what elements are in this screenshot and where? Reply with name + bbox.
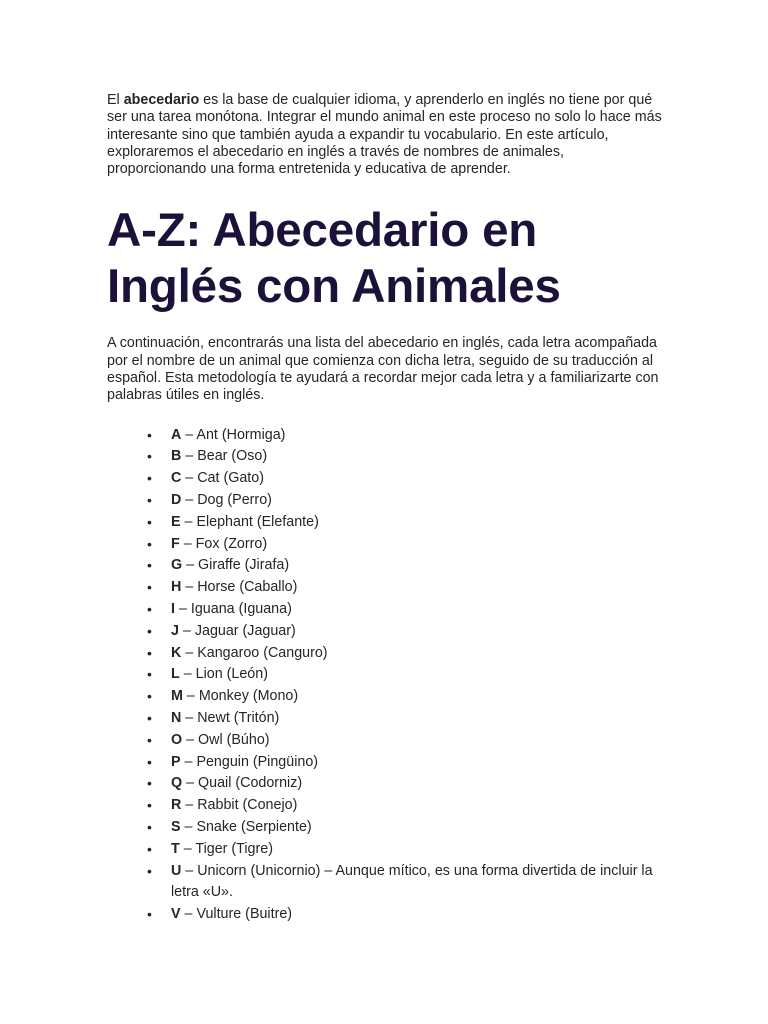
- list-item-text: – Quail (Codorniz): [182, 775, 303, 792]
- list-item: [107, 621, 667, 643]
- list-item-letter: S: [171, 819, 181, 836]
- list-item-text: – Fox (Zorro): [179, 535, 268, 552]
- list-item-text: – Monkey (Mono): [182, 688, 299, 705]
- list-item-letter: G: [171, 557, 183, 574]
- alphabet-animal-list: [107, 425, 667, 926]
- intro-text-start: El: [107, 92, 124, 108]
- list-item-text: – Ant (Hormiga): [181, 426, 286, 443]
- list-item-letter: I: [171, 601, 175, 618]
- list-item: [107, 490, 667, 512]
- intro-text-rest: es la base de cualquier idioma, y aprenderlo en inglés no tiene por qué ser una tarea monótona. Integrar el mundo animal en este proceso no solo lo hace más interesante sino que también ayuda a expandir tu vocabulario. En este artículo, exploraremos el abecedario en inglés a través de nombres de animales, proporcionando una forma entretenida y educativa de aprender.: [107, 92, 662, 178]
- list-item: [107, 730, 667, 752]
- list-item: [107, 512, 667, 534]
- list-item-letter: E: [171, 513, 181, 530]
- list-item-letter: B: [171, 448, 182, 465]
- list-item: [107, 839, 667, 861]
- list-item-letter: U: [171, 862, 182, 879]
- list-item-text: – Jaguar (Jaguar): [178, 622, 296, 639]
- list-item-letter: V: [171, 906, 181, 923]
- list-item-letter: N: [171, 710, 182, 727]
- list-item-text: – Newt (Tritón): [181, 710, 280, 727]
- list-item: [107, 555, 667, 577]
- list-item: [107, 577, 667, 599]
- list-item: [107, 904, 667, 926]
- list-item: [107, 446, 667, 468]
- list-item: [107, 752, 667, 774]
- list-item: [107, 425, 667, 447]
- list-item-letter: J: [171, 622, 179, 639]
- list-item-text: – Vulture (Buitre): [180, 906, 293, 923]
- article-heading: A-Z: Abecedario en Inglés con Animales: [107, 204, 561, 314]
- list-item: [107, 795, 667, 817]
- list-item-letter: C: [171, 470, 182, 487]
- list-item-letter: Q: [171, 775, 183, 792]
- list-item: [107, 861, 667, 905]
- list-item-letter: F: [171, 535, 180, 552]
- list-item: [107, 534, 667, 556]
- list-item: [107, 686, 667, 708]
- intro-bold-term: abecedario: [123, 92, 200, 108]
- list-item-text: – Lion (León): [179, 666, 268, 683]
- list-item: [107, 468, 667, 490]
- list-item: [107, 817, 667, 839]
- list-item-text: – Rabbit (Conejo): [181, 797, 298, 814]
- list-item-text: – Giraffe (Jirafa): [182, 557, 290, 574]
- list-item: [107, 664, 667, 686]
- list-item-text: – Penguin (Pingüino): [180, 753, 319, 770]
- list-item-letter: P: [171, 753, 181, 770]
- list-item: [107, 599, 667, 621]
- list-item-text: – Tiger (Tigre): [179, 840, 273, 857]
- list-item-text: – Owl (Búho): [182, 731, 270, 748]
- list-item-letter: R: [171, 797, 182, 814]
- list-item: [107, 643, 667, 665]
- document-page: [107, 92, 667, 926]
- list-item-text: – Unicorn (Unicornio) – Aunque mítico, es una forma divertida de incluir la letra «U».: [171, 862, 653, 901]
- list-item-letter: L: [171, 666, 180, 683]
- list-item-letter: K: [171, 644, 182, 661]
- list-item-letter: M: [171, 688, 183, 705]
- list-item-text: – Iguana (Iguana): [174, 601, 292, 618]
- list-item: [107, 773, 667, 795]
- intro-paragraph: [107, 92, 667, 178]
- list-item-letter: O: [171, 731, 183, 748]
- list-item: [107, 708, 667, 730]
- list-item-text: – Horse (Caballo): [181, 579, 298, 596]
- list-item-text: – Bear (Oso): [181, 448, 268, 465]
- list-item-text: – Snake (Serpiente): [180, 819, 312, 836]
- list-item-letter: T: [171, 840, 180, 857]
- list-item-text: – Cat (Gato): [181, 470, 264, 487]
- list-item-text: – Kangaroo (Canguro): [181, 644, 328, 661]
- list-item-letter: H: [171, 579, 182, 596]
- list-item-letter: A: [171, 426, 182, 443]
- list-item-text: – Elephant (Elefante): [180, 513, 319, 530]
- list-intro-paragraph: A continuación, encontrarás una lista del abecedario en inglés, cada letra acompañada por el nombre de un animal que comienza con dicha letra, seguido de su traducción al español. Esta metodología te ayudará a recordar mejor cada letra y a familiarizarte con palabras útiles en inglés.: [107, 335, 659, 404]
- list-item-text: – Dog (Perro): [181, 492, 272, 509]
- list-item-letter: D: [171, 492, 182, 509]
